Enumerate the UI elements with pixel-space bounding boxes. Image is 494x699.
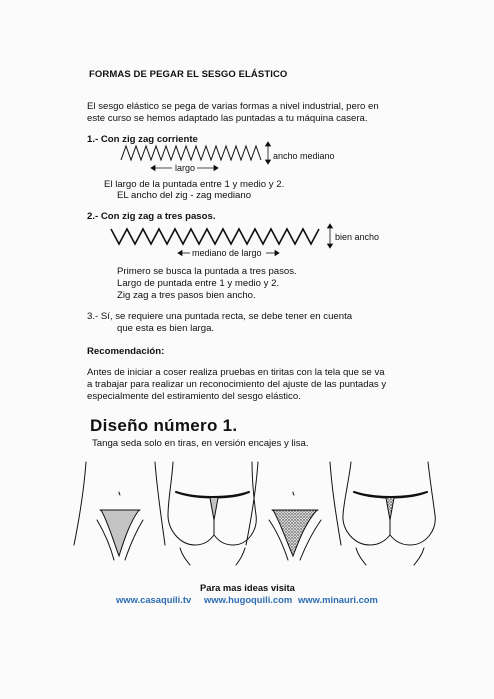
step1-heading: 1.- Con zig zag corriente bbox=[87, 134, 198, 145]
step1-note-2: EL ancho del zig - zag mediano bbox=[117, 190, 252, 201]
link-hugoquili[interactable]: www.hugoquili.com bbox=[204, 594, 293, 605]
link-minauri[interactable]: www.minauri.com bbox=[298, 594, 378, 605]
design-subtitle: Tanga seda solo en tiras, en versión encajes y lisa. bbox=[92, 438, 309, 449]
intro-line-2: este curso se hemos adaptado las puntadas a tu máquina casera. bbox=[87, 113, 368, 124]
footer-ideas: Para mas ideas visita bbox=[200, 582, 295, 593]
figure-back-lace bbox=[343, 462, 435, 565]
step2-length-label: mediano de largo bbox=[192, 248, 262, 258]
step2-note-3: Zig zag a tres pasos bien ancho. bbox=[117, 290, 256, 301]
recommendation-heading: Recomendación: bbox=[87, 346, 165, 357]
step3-line-2: que esta es bien larga. bbox=[117, 323, 215, 334]
step1-note-1: El largo de la puntada entre 1 y medio y 2. bbox=[104, 179, 285, 190]
step3-line-1: 3.- Sí, se requiere una puntada recta, se debe tener en cuenta bbox=[87, 311, 353, 322]
figure-front-lace bbox=[246, 462, 341, 560]
design-heading: Diseño número 1. bbox=[90, 416, 238, 435]
intro-line-1: El sesgo elástico se pega de varias formas a nivel industrial, pero en bbox=[87, 101, 379, 112]
recommendation-line-1: Antes de iniciar a coser realiza pruebas en tiritas con la tela que se va bbox=[87, 367, 385, 378]
step2-heading: 2.- Con zig zag a tres pasos. bbox=[87, 211, 216, 222]
figure-back-plain bbox=[168, 462, 256, 565]
link-casaquili[interactable]: www.casaquili.tv bbox=[116, 594, 192, 605]
step1-length-label: largo bbox=[175, 163, 196, 173]
recommendation-line-2: a trabajar para realizar un reconocimiento del ajuste de las puntadas y bbox=[87, 379, 387, 390]
step2-width-label: bien ancho bbox=[335, 232, 380, 242]
page-title: FORMAS DE PEGAR EL SESGO ELÁSTICO bbox=[89, 69, 288, 80]
step2-note-2: Largo de puntada entre 1 y medio y 2. bbox=[117, 278, 280, 289]
step1-width-label: ancho mediano bbox=[273, 151, 335, 161]
step2-note-1: Primero se busca la puntada a tres pasos. bbox=[117, 266, 297, 277]
figure-front-plain bbox=[74, 462, 165, 560]
recommendation-line-3: especialmente del estiramiento del sesgo elástico. bbox=[87, 391, 301, 402]
